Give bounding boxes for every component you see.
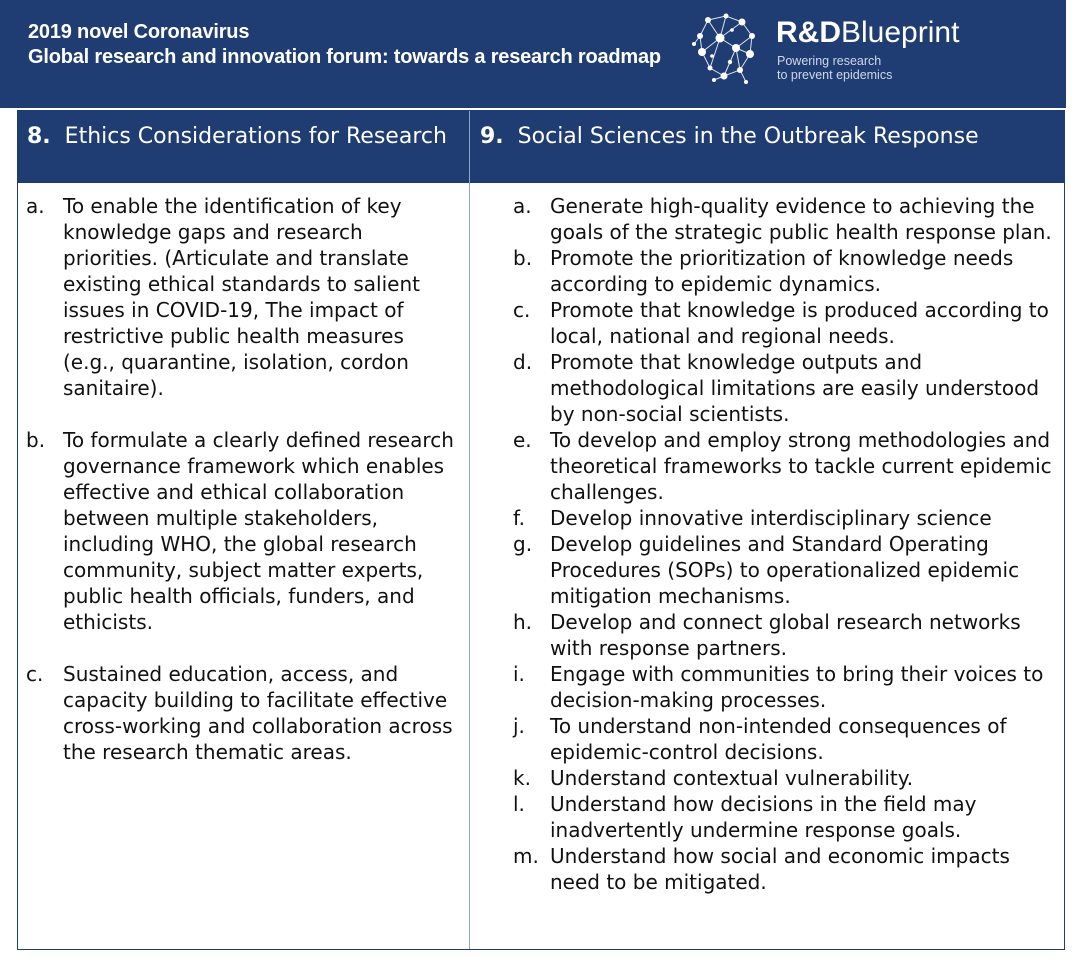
item-text: Understand how social and economic impacts need to be mitigated.: [550, 844, 1010, 894]
list-item: [513, 505, 1061, 531]
list-item: [513, 765, 1061, 791]
list-item: [513, 609, 1061, 661]
item-label: l.: [513, 792, 525, 816]
item-text: To understand non-intended consequences of epidemic-control decisions.: [550, 714, 1007, 764]
item-text: Generate high-quality evidence to achieving the goals of the strategic public health response plan.: [550, 194, 1052, 244]
item-label: d.: [513, 350, 533, 374]
title-line-2: Global research and innovation forum: towards a research roadmap: [28, 46, 661, 68]
list-item: [26, 427, 456, 635]
item-text: To enable the identification of key knowledge gaps and research priorities. (Articulate and translate existing ethical standards to salient issues in COVID-19, The impact of restrictive public health measures (e.g., quarantine, isolation, cordon sanitaire).: [63, 194, 420, 400]
item-text: Promote that knowledge outputs and methodological limitations are easily understood by non-social scientists.: [550, 350, 1040, 426]
document-title: [28, 20, 668, 70]
item-text: Understand how decisions in the field may inadvertently undermine response goals.: [550, 792, 977, 842]
list-item: [513, 661, 1061, 713]
item-text: Promote the prioritization of knowledge needs according to epidemic dynamics.: [550, 246, 1014, 296]
list-item: [513, 843, 1061, 895]
logo-tagline-line-1: Powering research: [777, 54, 882, 68]
network-globe-icon: [690, 10, 770, 92]
item-label: j.: [513, 714, 525, 738]
column-title: Social Sciences in the Outbreak Response: [517, 124, 979, 149]
item-label: a.: [513, 194, 532, 218]
item-label: m.: [513, 844, 539, 868]
item-text: Promote that knowledge is produced according to local, national and regional needs.: [550, 298, 1049, 348]
item-text: Sustained education, access, and capacity building to facilitate effective cross-working and collaboration across the research thematic areas.: [63, 662, 453, 764]
item-label: c.: [26, 662, 44, 686]
list-item: [513, 297, 1061, 349]
title-line-1: 2019 novel Coronavirus: [28, 21, 250, 43]
priorities-table: [17, 110, 1065, 950]
item-label: e.: [513, 428, 532, 452]
column-divider: [469, 111, 470, 949]
column-header-ethics: [18, 111, 469, 183]
item-text: Understand contextual vulnerability.: [550, 766, 914, 790]
item-label: c.: [513, 298, 531, 322]
column-title: Ethics Considerations for Research: [64, 124, 447, 149]
column-number: 8.: [27, 124, 51, 149]
list-item: [513, 193, 1061, 245]
item-label: b.: [26, 428, 46, 452]
list-item: [513, 427, 1061, 505]
item-label: a.: [26, 194, 45, 218]
list-item: [26, 661, 456, 765]
item-text: Develop guidelines and Standard Operating Procedures (SOPs) to operationalized epidemic mitigation mechanisms.: [550, 532, 1020, 608]
logo-tagline-line-2: to prevent epidemics: [777, 68, 893, 82]
item-label: f.: [513, 506, 525, 530]
item-label: b.: [513, 246, 533, 270]
list-item: [513, 531, 1061, 609]
item-text: Engage with communities to bring their voices to decision-making processes.: [550, 662, 1044, 712]
list-item: [513, 349, 1061, 427]
item-text: To develop and employ strong methodologies and theoretical frameworks to tackle current epidemic challenges.: [550, 428, 1052, 504]
header-banner: [0, 0, 1066, 108]
column-number: 9.: [480, 124, 504, 149]
social-sciences-items-list: [513, 193, 1061, 895]
item-label: g.: [513, 532, 533, 556]
logo-name: [776, 16, 959, 50]
list-item: [513, 713, 1061, 765]
item-label: i.: [513, 662, 525, 686]
logo-tagline: [777, 54, 977, 82]
ethics-items-list: [26, 193, 456, 791]
column-header-social-sciences: [470, 111, 1064, 183]
list-item: [26, 193, 456, 401]
item-label: k.: [513, 766, 531, 790]
list-item: [513, 245, 1061, 297]
logo-name-regular: Blueprint: [841, 16, 960, 49]
rd-blueprint-logo: [690, 10, 990, 92]
item-label: h.: [513, 610, 533, 634]
item-text: Develop innovative interdisciplinary science: [550, 506, 992, 530]
item-text: To formulate a clearly defined research governance framework which enables effective and ethical collaboration between multiple stakeholders, including WHO, the global research community, subject matter experts, public health officials, funders, and ethicists.: [63, 428, 454, 634]
item-text: Develop and connect global research networks with response partners.: [550, 610, 1021, 660]
list-item: [513, 791, 1061, 843]
logo-name-bold: R&D: [776, 16, 841, 49]
